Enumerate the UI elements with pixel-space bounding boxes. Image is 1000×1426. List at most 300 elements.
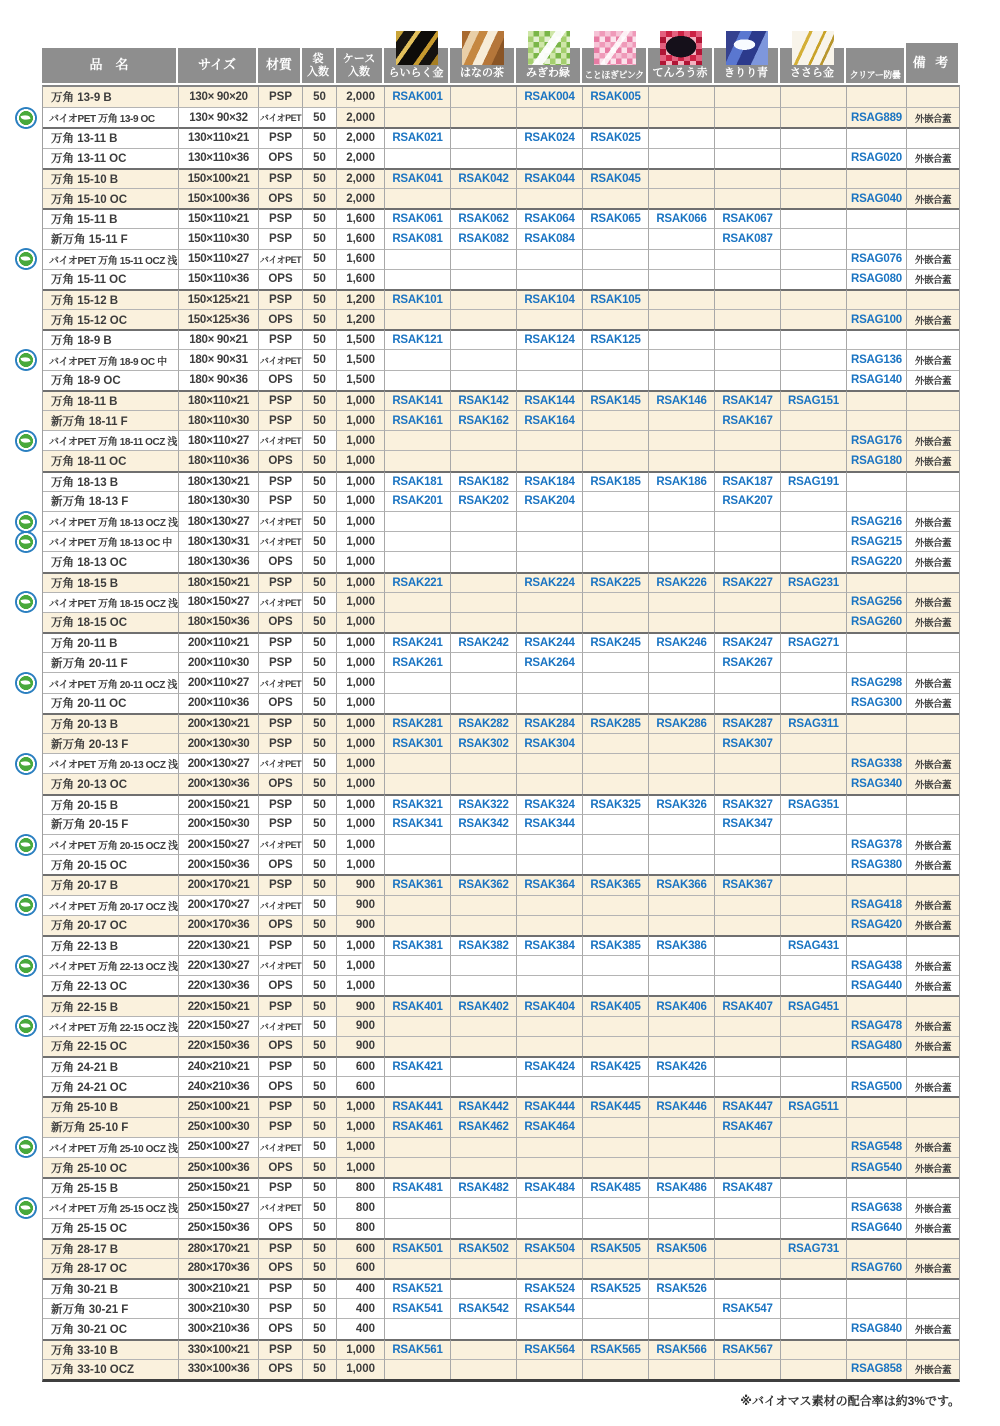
cell-product-code — [649, 87, 715, 107]
cell-size: 220×150×27 — [179, 1016, 259, 1036]
cell-product-code — [451, 450, 517, 470]
cell-size: 200×170×21 — [179, 874, 259, 894]
cell-product-name: バイオPET 万角 18-13 OC 中 — [43, 531, 179, 551]
pattern-swatch-row — [42, 31, 960, 65]
cell-product-code: RSAG140 — [847, 370, 907, 390]
bio-mark-icon — [15, 1015, 37, 1037]
cell-product-code — [385, 349, 451, 369]
cell-remarks: 外嵌合蓋 — [907, 1076, 959, 1096]
cell-case-qty: 1,000 — [337, 975, 385, 995]
cell-product-code: RSAK406 — [649, 995, 715, 1015]
cell-product-code — [715, 127, 781, 147]
cell-product-code — [451, 87, 517, 107]
cell-material: バイオPET — [259, 834, 303, 854]
cell-product-code — [781, 1036, 847, 1056]
cell-case-qty: 1,000 — [337, 955, 385, 975]
cell-product-code — [715, 87, 781, 107]
cell-product-code — [385, 1076, 451, 1096]
cell-product-code — [715, 1016, 781, 1036]
cell-product-code — [649, 773, 715, 793]
swatch-slot — [780, 31, 846, 65]
cell-case-qty: 1,000 — [337, 1157, 385, 1177]
cell-product-code: RSAG418 — [847, 895, 907, 915]
cell-product-code: RSAK366 — [649, 874, 715, 894]
cell-size: 300×210×21 — [179, 1278, 259, 1298]
cell-bag-qty: 50 — [303, 1177, 337, 1197]
cell-product-code: RSAK485 — [583, 1177, 649, 1197]
cell-product-code — [385, 1318, 451, 1338]
cell-product-code — [517, 1258, 583, 1278]
cell-product-code: RSAK342 — [451, 814, 517, 834]
cell-product-code — [715, 370, 781, 390]
cell-product-code — [583, 551, 649, 571]
bio-mark-icon — [15, 955, 37, 977]
cell-product-code: RSAK261 — [385, 652, 451, 672]
cell-size: 180×130×30 — [179, 491, 259, 511]
cell-product-code: RSAK445 — [583, 1096, 649, 1116]
cell-size: 200×150×21 — [179, 794, 259, 814]
cell-product-code: RSAK001 — [385, 87, 451, 107]
cell-product-code — [715, 854, 781, 874]
cell-bag-qty: 50 — [303, 935, 337, 955]
cell-material: OPS — [259, 1036, 303, 1056]
cell-product-name: バイオPET 万角 15-11 OCZ 浅 — [43, 249, 179, 269]
cell-product-name: 万角 18-9 B — [43, 329, 179, 349]
cell-product-code: RSAK462 — [451, 1117, 517, 1137]
cell-remarks — [907, 1177, 959, 1197]
cell-product-name: 新万角 20-15 F — [43, 814, 179, 834]
cell-size: 180×130×36 — [179, 551, 259, 571]
cell-product-code — [583, 955, 649, 975]
cell-material: PSP — [259, 1177, 303, 1197]
cell-product-code — [847, 1278, 907, 1298]
cell-product-code: RSAK187 — [715, 471, 781, 491]
cell-product-name: 万角 30-21 B — [43, 1278, 179, 1298]
cell-product-code — [451, 148, 517, 168]
cell-product-code: RSAK082 — [451, 228, 517, 248]
cell-product-code: RSAK184 — [517, 471, 583, 491]
cell-product-code — [517, 753, 583, 773]
col-header-size: サイズ — [178, 48, 258, 83]
cell-product-code — [847, 874, 907, 894]
cell-material: PSP — [259, 208, 303, 228]
cell-size: 220×130×21 — [179, 935, 259, 955]
cell-product-code — [583, 228, 649, 248]
cell-product-name: 万角 15-12 OC — [43, 309, 179, 329]
cell-product-code: RSAK384 — [517, 935, 583, 955]
cell-product-name: 万角 22-15 OC — [43, 1036, 179, 1056]
cell-product-code — [517, 269, 583, 289]
cell-product-name: 万角 20-15 OC — [43, 854, 179, 874]
cell-case-qty: 1,500 — [337, 349, 385, 369]
cell-case-qty: 900 — [337, 895, 385, 915]
cell-product-code: RSAK386 — [649, 935, 715, 955]
cell-product-code: RSAG431 — [781, 935, 847, 955]
cell-product-code: RSAK504 — [517, 1238, 583, 1258]
cell-product-code — [781, 652, 847, 672]
cell-product-code — [847, 995, 907, 1015]
cell-product-name: 万角 13-9 B — [43, 87, 179, 107]
cell-product-code — [451, 1197, 517, 1217]
cell-product-code: RSAK161 — [385, 410, 451, 430]
cell-product-code — [649, 188, 715, 208]
cell-product-name: 新万角 18-13 F — [43, 491, 179, 511]
cell-product-code: RSAK181 — [385, 471, 451, 491]
cell-remarks — [907, 491, 959, 511]
swatch-spacer — [42, 31, 178, 65]
cell-product-code — [781, 430, 847, 450]
cell-product-code — [385, 975, 451, 995]
cell-bag-qty: 50 — [303, 471, 337, 491]
cell-size: 200×150×27 — [179, 834, 259, 854]
cell-size: 200×110×21 — [179, 632, 259, 652]
cell-product-code — [583, 1076, 649, 1096]
cell-product-code — [385, 1157, 451, 1177]
cell-product-code — [583, 733, 649, 753]
cell-product-code — [715, 895, 781, 915]
cell-product-code — [781, 773, 847, 793]
cell-material: バイオPET — [259, 531, 303, 551]
cell-case-qty: 1,500 — [337, 329, 385, 349]
cell-product-code — [451, 249, 517, 269]
cell-product-code — [715, 309, 781, 329]
cell-product-code — [451, 672, 517, 692]
cell-product-code: RSAK264 — [517, 652, 583, 672]
cell-product-code — [517, 551, 583, 571]
cell-size: 330×100×21 — [179, 1339, 259, 1359]
cell-case-qty: 1,500 — [337, 370, 385, 390]
cell-product-code: RSAK141 — [385, 390, 451, 410]
cell-product-code — [781, 955, 847, 975]
bio-mark-icon — [15, 753, 37, 775]
cell-material: バイオPET — [259, 107, 303, 127]
cell-product-code: RSAK081 — [385, 228, 451, 248]
cell-product-code: RSAK426 — [649, 1056, 715, 1076]
cell-product-code — [781, 834, 847, 854]
swatch-spacer — [336, 31, 384, 65]
cell-product-code: RSAK347 — [715, 814, 781, 834]
cell-product-code — [583, 450, 649, 470]
cell-product-code — [781, 1278, 847, 1298]
cell-product-code: RSAK024 — [517, 127, 583, 147]
cell-product-name: バイオPET 万角 20-11 OCZ 浅 — [43, 672, 179, 692]
cell-product-code — [649, 289, 715, 309]
cell-product-code — [583, 814, 649, 834]
cell-bag-qty: 50 — [303, 1117, 337, 1137]
cell-material: PSP — [259, 713, 303, 733]
cell-product-code: RSAK381 — [385, 935, 451, 955]
cell-remarks: 外嵌合蓋 — [907, 148, 959, 168]
cell-product-code: RSAG256 — [847, 592, 907, 612]
cell-product-code — [715, 349, 781, 369]
cell-product-code: RSAK281 — [385, 713, 451, 733]
cell-remarks: 外嵌合蓋 — [907, 1036, 959, 1056]
cell-product-code — [649, 672, 715, 692]
cell-product-code — [583, 693, 649, 713]
cell-remarks — [907, 814, 959, 834]
cell-bag-qty: 50 — [303, 208, 337, 228]
cell-product-code — [451, 329, 517, 349]
cell-product-code — [583, 975, 649, 995]
cell-product-code: RSAK402 — [451, 995, 517, 1015]
cell-product-code — [451, 652, 517, 672]
cell-product-code: RSAK207 — [715, 491, 781, 511]
cell-case-qty: 1,000 — [337, 693, 385, 713]
cell-material: OPS — [259, 148, 303, 168]
cell-product-code: RSAG889 — [847, 107, 907, 127]
cell-bag-qty: 50 — [303, 592, 337, 612]
cell-bag-qty: 50 — [303, 390, 337, 410]
cell-remarks — [907, 410, 959, 430]
cell-material: PSP — [259, 995, 303, 1015]
cell-product-code — [385, 511, 451, 531]
cell-bag-qty: 50 — [303, 834, 337, 854]
cell-case-qty: 1,000 — [337, 854, 385, 874]
cell-case-qty: 400 — [337, 1318, 385, 1338]
cell-remarks — [907, 228, 959, 248]
footnote: ※バイオマス素材の配合率は約3%です。 — [740, 1394, 960, 1408]
cell-product-code — [781, 1218, 847, 1238]
col-header-bag-qty: 袋 入数 — [302, 48, 336, 83]
cell-remarks — [907, 874, 959, 894]
cell-product-code — [583, 1016, 649, 1036]
cell-product-code — [847, 814, 907, 834]
cell-product-code — [583, 1197, 649, 1217]
cell-bag-qty: 50 — [303, 632, 337, 652]
cell-product-name: 新万角 20-11 F — [43, 652, 179, 672]
cell-product-code — [649, 1197, 715, 1217]
cell-bag-qty: 50 — [303, 289, 337, 309]
cell-size: 150×125×36 — [179, 309, 259, 329]
cell-product-code — [715, 148, 781, 168]
cell-product-code: RSAK227 — [715, 572, 781, 592]
col-header-pattern: クリアー防曇 — [846, 48, 906, 83]
cell-case-qty: 1,000 — [337, 390, 385, 410]
cell-product-code: RSAG451 — [781, 995, 847, 1015]
cell-bag-qty: 50 — [303, 309, 337, 329]
cell-product-code — [781, 1016, 847, 1036]
cell-case-qty: 1,000 — [337, 935, 385, 955]
swatch-slot — [714, 31, 780, 65]
pattern-swatch-tenro-red — [660, 31, 702, 65]
cell-product-code: RSAK405 — [583, 995, 649, 1015]
cell-case-qty: 1,200 — [337, 309, 385, 329]
cell-product-code — [385, 1036, 451, 1056]
cell-product-code — [517, 188, 583, 208]
cell-remarks — [907, 87, 959, 107]
cell-product-code — [583, 834, 649, 854]
cell-product-code — [781, 1056, 847, 1076]
cell-product-code — [715, 1197, 781, 1217]
cell-product-code — [583, 1258, 649, 1278]
cell-remarks — [907, 127, 959, 147]
cell-bag-qty: 50 — [303, 1197, 337, 1217]
cell-case-qty: 600 — [337, 1258, 385, 1278]
cell-product-code: RSAK361 — [385, 874, 451, 894]
cell-product-code — [715, 955, 781, 975]
cell-case-qty: 600 — [337, 1056, 385, 1076]
cell-product-code — [385, 612, 451, 632]
cell-product-code — [583, 1318, 649, 1338]
cell-bag-qty: 50 — [303, 773, 337, 793]
cell-material: PSP — [259, 814, 303, 834]
cell-size: 220×130×36 — [179, 975, 259, 995]
cell-material: PSP — [259, 1056, 303, 1076]
cell-product-code — [517, 1157, 583, 1177]
cell-product-code — [385, 1359, 451, 1379]
cell-product-code: RSAK401 — [385, 995, 451, 1015]
cell-case-qty: 800 — [337, 1197, 385, 1217]
cell-bag-qty: 50 — [303, 874, 337, 894]
cell-product-code — [847, 410, 907, 430]
cell-material: OPS — [259, 1359, 303, 1379]
cell-product-code — [385, 693, 451, 713]
cell-product-code — [781, 854, 847, 874]
cell-product-code: RSAG340 — [847, 773, 907, 793]
col-header-material: 材質 — [258, 48, 302, 83]
cell-product-code: RSAK042 — [451, 168, 517, 188]
cell-product-code — [451, 1318, 517, 1338]
cell-product-code — [385, 370, 451, 390]
cell-case-qty: 1,000 — [337, 632, 385, 652]
cell-product-code: RSAK204 — [517, 491, 583, 511]
cell-product-code: RSAK566 — [649, 1339, 715, 1359]
cell-product-code — [583, 249, 649, 269]
cell-product-code — [781, 531, 847, 551]
cell-product-code — [517, 1197, 583, 1217]
cell-bag-qty: 50 — [303, 410, 337, 430]
cell-bag-qty: 50 — [303, 1298, 337, 1318]
cell-product-code — [715, 672, 781, 692]
cell-product-code — [451, 1339, 517, 1359]
col-header-remarks: 備 考 — [906, 43, 958, 83]
cell-product-code — [781, 733, 847, 753]
pattern-swatch-hanano-brown — [462, 31, 504, 65]
cell-product-code — [847, 491, 907, 511]
cell-product-code — [847, 632, 907, 652]
cell-case-qty: 1,000 — [337, 551, 385, 571]
cell-product-code — [451, 592, 517, 612]
cell-size: 220×150×21 — [179, 995, 259, 1015]
cell-product-code — [649, 511, 715, 531]
cell-product-code — [583, 370, 649, 390]
bio-mark-icon — [15, 511, 37, 533]
cell-product-code: RSAG298 — [847, 672, 907, 692]
cell-product-code — [385, 430, 451, 450]
cell-case-qty: 1,000 — [337, 773, 385, 793]
cell-product-code — [649, 612, 715, 632]
cell-bag-qty: 50 — [303, 753, 337, 773]
table-header — [42, 31, 960, 83]
cell-product-code — [781, 895, 847, 915]
cell-product-code: RSAG731 — [781, 1238, 847, 1258]
swatch-slot — [450, 31, 516, 65]
cell-case-qty: 1,000 — [337, 471, 385, 491]
cell-product-code: RSAK321 — [385, 794, 451, 814]
cell-product-name: 万角 15-10 B — [43, 168, 179, 188]
cell-product-code — [517, 854, 583, 874]
cell-bag-qty: 50 — [303, 915, 337, 935]
cell-bag-qty: 50 — [303, 1076, 337, 1096]
cell-product-code — [649, 955, 715, 975]
cell-product-code — [847, 208, 907, 228]
cell-product-code: RSAK541 — [385, 1298, 451, 1318]
cell-case-qty: 600 — [337, 1076, 385, 1096]
table-body — [42, 85, 960, 1382]
cell-product-code — [715, 1359, 781, 1379]
cell-product-code: RSAK101 — [385, 289, 451, 309]
cell-product-name: バイオPET 万角 18-9 OC 中 — [43, 349, 179, 369]
cell-size: 280×170×21 — [179, 1238, 259, 1258]
cell-case-qty: 1,600 — [337, 269, 385, 289]
cell-product-code — [781, 107, 847, 127]
cell-product-code — [451, 1278, 517, 1298]
cell-product-code — [583, 349, 649, 369]
cell-product-code — [451, 1056, 517, 1076]
swatch-slot — [648, 31, 714, 65]
cell-product-code — [781, 370, 847, 390]
cell-product-name: 万角 20-13 OC — [43, 773, 179, 793]
cell-product-code — [847, 1096, 907, 1116]
cell-product-code — [715, 1238, 781, 1258]
cell-product-code — [715, 592, 781, 612]
cell-product-code — [583, 1117, 649, 1137]
cell-product-code — [847, 713, 907, 733]
cell-size: 180×130×27 — [179, 511, 259, 531]
cell-product-name: 万角 18-11 B — [43, 390, 179, 410]
cell-product-code: RSAK325 — [583, 794, 649, 814]
cell-product-code — [781, 168, 847, 188]
cell-product-code: RSAK147 — [715, 390, 781, 410]
cell-bag-qty: 50 — [303, 652, 337, 672]
cell-product-code — [451, 612, 517, 632]
cell-product-code — [781, 1258, 847, 1278]
cell-material: PSP — [259, 1339, 303, 1359]
cell-product-code — [583, 148, 649, 168]
cell-size: 200×130×30 — [179, 733, 259, 753]
cell-product-code — [649, 249, 715, 269]
cell-product-code — [517, 148, 583, 168]
cell-product-code: RSAK506 — [649, 1238, 715, 1258]
cell-product-code: RSAG076 — [847, 249, 907, 269]
cell-product-code: RSAG231 — [781, 572, 847, 592]
cell-product-code: RSAK425 — [583, 1056, 649, 1076]
cell-product-code — [385, 309, 451, 329]
cell-product-name: 新万角 30-21 F — [43, 1298, 179, 1318]
cell-size: 250×100×27 — [179, 1137, 259, 1157]
cell-product-name: 万角 13-11 B — [43, 127, 179, 147]
cell-product-code — [649, 148, 715, 168]
cell-remarks — [907, 733, 959, 753]
cell-case-qty: 900 — [337, 915, 385, 935]
cell-product-code — [649, 652, 715, 672]
cell-bag-qty: 50 — [303, 1016, 337, 1036]
cell-product-code — [451, 854, 517, 874]
cell-product-code: RSAK487 — [715, 1177, 781, 1197]
cell-product-code — [781, 672, 847, 692]
cell-product-code — [451, 1258, 517, 1278]
cell-product-code — [649, 531, 715, 551]
cell-product-code — [517, 592, 583, 612]
cell-case-qty: 1,000 — [337, 814, 385, 834]
cell-case-qty: 1,000 — [337, 1359, 385, 1379]
cell-case-qty: 800 — [337, 1218, 385, 1238]
cell-material: PSP — [259, 329, 303, 349]
bio-mark-icon — [15, 672, 37, 694]
cell-product-code — [847, 329, 907, 349]
cell-size: 200×110×30 — [179, 652, 259, 672]
cell-product-code — [715, 1076, 781, 1096]
